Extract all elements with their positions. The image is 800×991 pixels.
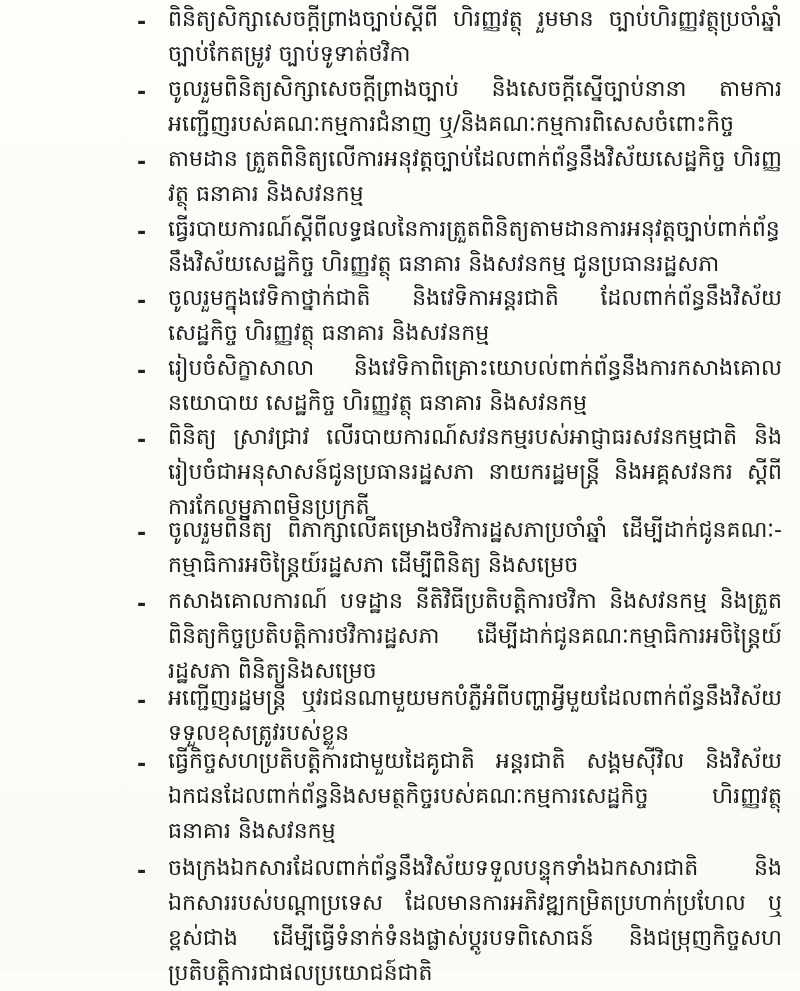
bullet-dash: -	[137, 220, 147, 245]
bullet-dash: -	[137, 359, 147, 384]
bullet-dash: -	[137, 592, 147, 617]
bullet-dash: -	[137, 10, 147, 35]
list-item-text: ពិនិត្យ ស្រាវជ្រាវ លើរបាយការណ៍សវនកម្មរបស់អាជ្ញាធរសវនកម្មជាតិ និងរៀបចំជាអនុសាសន៍ជូនប្រធានរដ្ឋសភា នាយករដ្ឋមន្ត្រី និងអគ្គសវនករ ស្ដីពីការកែលម្អភាពមិនប្រក្រតី	[168, 425, 782, 520]
list-item-text: ចូលរួមពិនិត្យ ពិភាក្សាលើគម្រោងថវិការដ្ឋសភាប្រចាំឆ្នាំ ដើម្បីដាក់ជូនគណៈ-កម្មាធិការអចិន្ត្រៃយ៍រដ្ឋសភា ដើម្បីពិនិត្យ និងសម្រេច	[168, 518, 782, 578]
bullet-dash: -	[137, 689, 147, 714]
list-item-text: ចូលរួមក្នុងវេទិកាថ្នាក់ជាតិ និងវេទិកាអន្តរជាតិ ដែលពាក់ព័ន្ធនឹងវិស័យសេដ្ឋកិច្ច ហិរញ្ញវត្ថុ ធនាគារ និងសវនកម្ម	[168, 286, 782, 346]
bullet-dash: -	[137, 752, 147, 777]
bullet-dash: -	[137, 80, 147, 105]
list-item-text: តាមដាន ត្រួតពិនិត្យលើការអនុវត្តច្បាប់ដែលពាក់ព័ន្ធនឹងវិស័យសេដ្ឋកិច្ច ហិរញ្ញវត្ថុ ធនាគារ និងសវនកម្ម	[168, 147, 782, 207]
bullet-dash: -	[137, 428, 147, 453]
list-item-text: ធ្វើរបាយការណ៍ស្ដីពីលទ្ធផលនៃការត្រួតពិនិត្យតាមដានការអនុវត្តច្បាប់ពាក់ព័ន្ធនឹងវិស័យសេដ្ឋកិច្ច ហិរញ្ញវត្ថុ ធនាគារ និងសវនកម្ម ជូនប្រធានរដ្ឋសភា	[168, 217, 780, 277]
list-item-text: ចងក្រងឯកសារដែលពាក់ព័ន្ធនឹងវិស័យទទួលបន្ទុកទាំងឯកសារជាតិ និងឯកសាររបស់បណ្ដាប្រទេស ដែលមានការអភិវឌ្ឍកម្រិតប្រហាក់ប្រហែល ឬខ្ពស់ជាង ដើម្បីធ្វើទំនាក់ទំនងផ្លាស់ប្ដូរបទពិសោធន៍ និងជម្រុញកិច្ចសហប្រតិបត្តិការជាផលប្រយោជន៍ជាតិ	[168, 856, 782, 986]
list-item-text: ពិនិត្យសិក្សាសេចក្ដីព្រាងច្បាប់ស្ដីពី ហិរញ្ញវត្ថុ រួមមាន ច្បាប់ហិរញ្ញវត្ថុប្រចាំឆ្នាំ ច្បាប់កែតម្រូវ ច្បាប់ទូទាត់ថវិកា	[168, 7, 782, 67]
bullet-dash: -	[137, 150, 147, 175]
list-item-text: ធ្វើកិច្ចសហប្រតិបត្តិការជាមួយដៃគូជាតិ អន្តរជាតិ សង្គមស៊ីវិល និងវិស័យឯកជនដែលពាក់ព័ន្ធនិងសមត្ថកិច្ចរបស់គណៈកម្មការសេដ្ឋកិច្ច ហិរញ្ញវត្ថុ ធនាគារ និងសវនកម្ម	[168, 749, 782, 844]
list-item-text: ចូលរួមពិនិត្យសិក្សាសេចក្ដីព្រាងច្បាប់ និងសេចក្ដីស្នើច្បាប់នានា តាមការអញ្ជើញរបស់គណៈកម្មការជំនាញ ឬ/និងគណៈកម្មការពិសេសចំពោះកិច្ច	[168, 77, 782, 137]
bullet-dash: -	[137, 521, 147, 546]
bullet-dash: -	[137, 289, 147, 314]
list-item-text: កសាងគោលការណ៍ បទដ្ឋាន នីតិវិធីប្រតិបត្តិការថវិកា និងសវនកម្ម និងត្រួតពិនិត្យកិច្ចប្រតិបត្តិការថវិការដ្ឋសភា ដើម្បីដាក់ជូនគណៈកម្មាធិការអចិន្ត្រៃយ៍រដ្ឋសភា ពិនិត្យនិងសម្រេច	[168, 589, 782, 684]
list-item-text: រៀបចំសិក្ខាសាលា និងវេទិកាពិគ្រោះយោបល់ពាក់ព័ន្ធនឹងការកសាងគោលនយោបាយ សេដ្ឋកិច្ច ហិរញ្ញវត្ថុ ធនាគារ និងសវនកម្ម	[168, 356, 782, 416]
bullet-dash: -	[137, 859, 147, 884]
list-item-text: អញ្ជើញរដ្ឋមន្ត្រី ឬវរជនណាមួយមកបំភ្លឺអំពីបញ្ហាអ្វីមួយដែលពាក់ព័ន្ធនឹងវិស័យទទួលខុសត្រូវរបស់ខ្លួន	[168, 686, 782, 746]
